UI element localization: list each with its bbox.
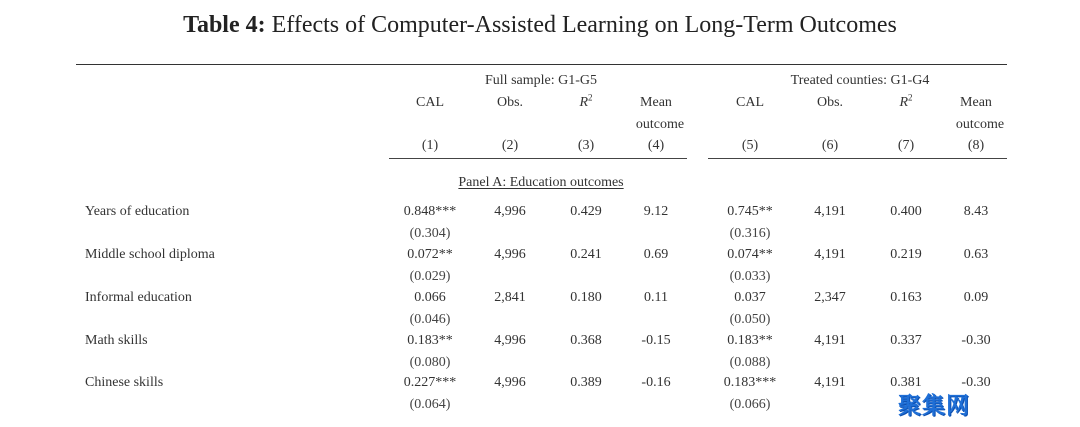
cell-r2-full: 0.241 [570, 247, 602, 262]
col-number-3: (3) [577, 138, 595, 153]
row-label-informal-education: Informal education [85, 290, 192, 305]
cell-obs-treated: 4,191 [814, 333, 846, 348]
cell-se-treated: (0.316) [729, 226, 771, 241]
cell-se-full: (0.029) [409, 269, 451, 284]
midrule-treated-counties [708, 158, 1007, 159]
cell-obs-full: 4,996 [494, 375, 526, 390]
cell-mean-full: -0.15 [641, 333, 671, 348]
col-header-r2-7: $R^2$ [899, 92, 913, 110]
cell-mean-treated: -0.30 [961, 375, 991, 390]
cell-obs-full: 4,996 [494, 247, 526, 262]
group-header-full-sample: Full sample: G1-G5 [485, 73, 597, 88]
cell-r2-treated: 0.381 [890, 375, 922, 390]
cell-r2-full: 0.180 [570, 290, 602, 305]
col-header-mean-4: Mean [640, 95, 672, 110]
row-label-middle-school-diploma: Middle school diploma [85, 247, 215, 262]
col-header-outcome-8: outcome [955, 117, 1005, 132]
col-number-7: (7) [897, 138, 915, 153]
cell-cal-treated: 0.037 [734, 290, 766, 305]
col-header-mean-8: Mean [960, 95, 992, 110]
col-number-6: (6) [821, 138, 839, 153]
cell-cal-treated: 0.183** [727, 333, 773, 348]
cell-mean-full: 0.11 [644, 290, 668, 305]
col-header-cal-1: CAL [416, 95, 444, 110]
cell-cal-full: 0.227*** [403, 375, 457, 390]
cell-se-full: (0.080) [409, 355, 451, 370]
cell-mean-full: 0.69 [643, 247, 669, 262]
group-header-treated-counties: Treated counties: G1-G4 [790, 73, 930, 88]
cell-r2-treated: 0.163 [890, 290, 922, 305]
cell-cal-treated: 0.745** [727, 204, 773, 219]
col-number-8: (8) [967, 138, 985, 153]
cell-se-full: (0.046) [409, 312, 451, 327]
cell-mean-full: 9.12 [643, 204, 669, 219]
col-header-r2-3: $R^2$ [579, 92, 593, 110]
cell-r2-treated: 0.337 [890, 333, 922, 348]
cell-se-full: (0.064) [409, 397, 451, 412]
row-label-years-of-education: Years of education [85, 204, 190, 219]
cell-mean-treated: -0.30 [961, 333, 991, 348]
cell-r2-full: 0.368 [570, 333, 602, 348]
cell-obs-treated: 4,191 [814, 247, 846, 262]
cell-se-treated: (0.066) [729, 397, 771, 412]
cell-obs-full: 2,841 [494, 290, 526, 305]
cell-se-treated: (0.033) [729, 269, 771, 284]
watermark-logo: 聚集网 [898, 393, 970, 419]
cell-obs-treated: 4,191 [814, 375, 846, 390]
cell-obs-treated: 2,347 [814, 290, 846, 305]
cell-cal-treated: 0.074** [727, 247, 773, 262]
cell-r2-treated: 0.400 [890, 204, 922, 219]
cell-mean-treated: 0.63 [963, 247, 989, 262]
col-header-obs-2: Obs. [496, 95, 524, 110]
cell-mean-treated: 0.09 [963, 290, 989, 305]
cell-obs-treated: 4,191 [814, 204, 846, 219]
col-header-cal-5: CAL [736, 95, 764, 110]
cell-r2-full: 0.429 [570, 204, 602, 219]
panel-a-title: Panel A: Education outcomes [458, 175, 624, 190]
col-number-2: (2) [501, 138, 519, 153]
cell-mean-full: -0.16 [641, 375, 671, 390]
cell-se-treated: (0.088) [729, 355, 771, 370]
cell-r2-treated: 0.219 [890, 247, 922, 262]
col-header-obs-6: Obs. [816, 95, 844, 110]
cell-cal-full: 0.183** [407, 333, 453, 348]
cell-cal-treated: 0.183*** [723, 375, 777, 390]
midrule-full-sample [389, 158, 687, 159]
cell-r2-full: 0.389 [570, 375, 602, 390]
cell-mean-treated: 8.43 [963, 204, 989, 219]
cell-obs-full: 4,996 [494, 333, 526, 348]
table-title [0, 12, 1080, 39]
row-label-chinese-skills: Chinese skills [85, 375, 164, 390]
table-title-label: Table 4: [183, 12, 266, 38]
row-label-math-skills: Math skills [85, 333, 148, 348]
cell-cal-full: 0.848*** [403, 204, 457, 219]
cell-cal-full: 0.072** [407, 247, 453, 262]
table-top-rule [76, 64, 1007, 65]
col-number-5: (5) [741, 138, 759, 153]
table-title-text: Effects of Computer-Assisted Learning on Long-Term Outcomes [271, 12, 897, 38]
col-number-1: (1) [421, 138, 439, 153]
cell-cal-full: 0.066 [414, 290, 446, 305]
cell-se-treated: (0.050) [729, 312, 771, 327]
cell-se-full: (0.304) [409, 226, 451, 241]
col-header-outcome-4: outcome [635, 117, 685, 132]
cell-obs-full: 4,996 [494, 204, 526, 219]
col-number-4: (4) [647, 138, 665, 153]
